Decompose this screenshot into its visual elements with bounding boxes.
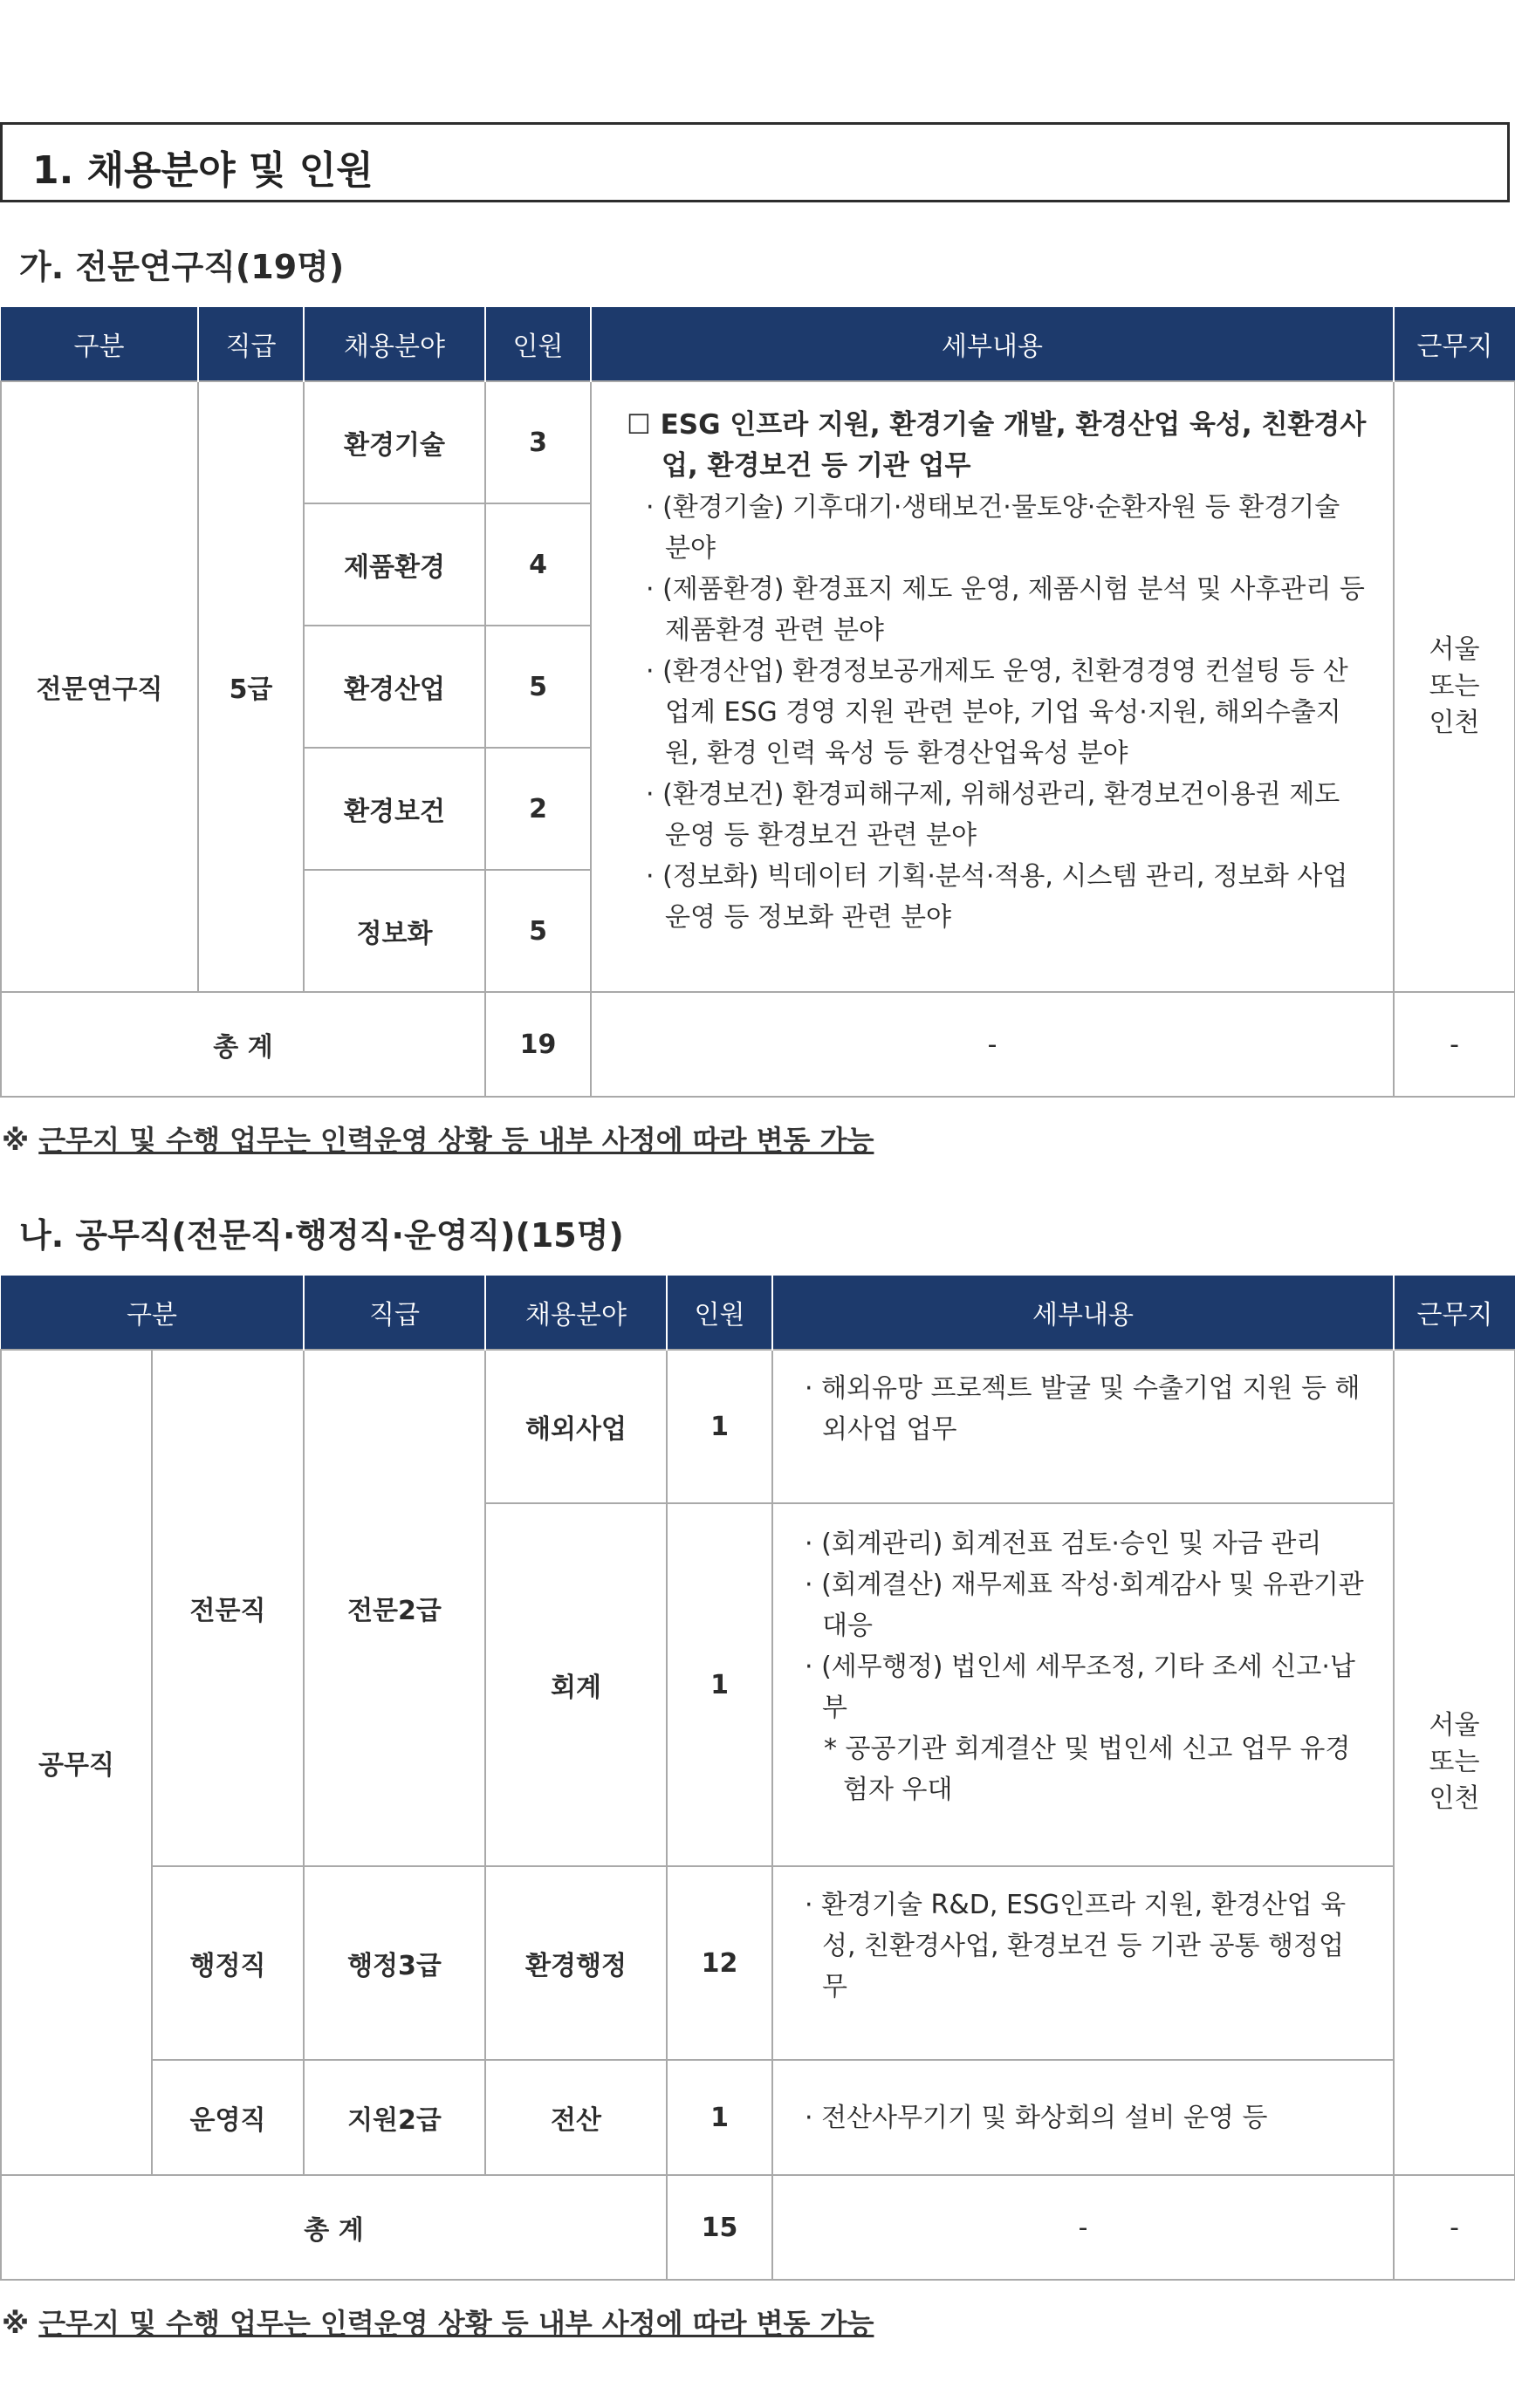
col-header-category: 구분 xyxy=(1,1276,304,1350)
col-header-count: 인원 xyxy=(667,1276,772,1350)
table-header-row xyxy=(1,307,1515,381)
count-cell: 1 xyxy=(667,1350,772,1503)
details-cell xyxy=(772,1866,1394,2060)
table-staff xyxy=(0,1276,1515,2281)
table-row xyxy=(1,1350,1515,1503)
footnote-text: 근무지 및 수행 업무는 인력운영 상황 등 내부 사정에 따라 변동 가능 xyxy=(38,2307,874,2340)
location-line: 서울 xyxy=(1429,1710,1480,1741)
section-title: 1. 채용분야 및 인원 xyxy=(32,148,374,193)
total-label: 총 계 xyxy=(1,992,485,1097)
grade-cell: 5급 xyxy=(198,381,304,992)
detail-line: · (제품환경) 환경표지 제도 운영, 제품시험 분석 및 사후관리 등 제품환경 관련 분야 xyxy=(646,574,1365,646)
detail-line: · (환경기술) 기후대기·생태보건·물토양·순환자원 등 환경기술 분야 xyxy=(646,492,1340,564)
location-line: 인천 xyxy=(1429,1783,1480,1814)
total-count: 15 xyxy=(667,2175,772,2280)
table-a-title: 가. 전문연구직(19명) xyxy=(19,248,345,286)
col-header-grade: 직급 xyxy=(198,307,304,381)
location-line: 또는 xyxy=(1429,671,1480,701)
grade-cell: 행정3급 xyxy=(304,1866,485,2060)
category-cell: 공무직 xyxy=(1,1350,152,2175)
total-label: 총 계 xyxy=(1,2175,667,2280)
total-details: - xyxy=(772,2175,1394,2280)
location-line: 서울 xyxy=(1429,634,1480,665)
col-header-details: 세부내용 xyxy=(772,1276,1394,1350)
details-cell xyxy=(772,1350,1394,1503)
col-header-field: 채용분야 xyxy=(485,1276,667,1350)
table-row xyxy=(1,1866,1515,2060)
details-cell xyxy=(591,381,1394,992)
col-header-count: 인원 xyxy=(485,307,591,381)
col-header-details: 세부내용 xyxy=(591,307,1394,381)
type-cell: 행정직 xyxy=(152,1866,304,2060)
detail-line: · (회계결산) 재무제표 작성·회계감사 및 유관기관 대응 xyxy=(805,1570,1364,1641)
total-row xyxy=(1,992,1515,1097)
col-header-grade: 직급 xyxy=(304,1276,485,1350)
detail-line: · (환경산업) 환경정보공개제도 운영, 친환경경영 컨설팅 등 산업계 ESG 경영 지원 관련 분야, 기업 육성·지원, 해외수출지원, 환경 인력 육성 등 환경산업육성 분야 xyxy=(646,656,1348,769)
field-cell: 제품환경 xyxy=(304,503,485,626)
category-cell: 전문연구직 xyxy=(1,381,198,992)
field-cell: 해외사업 xyxy=(485,1350,667,1503)
field-cell: 환경산업 xyxy=(304,626,485,748)
count-cell: 5 xyxy=(485,870,591,992)
field-cell: 회계 xyxy=(485,1503,667,1866)
location-line: 인천 xyxy=(1429,708,1480,738)
footnote-text: 근무지 및 수행 업무는 인력운영 상황 등 내부 사정에 따라 변동 가능 xyxy=(38,1124,874,1157)
table-row xyxy=(1,2060,1515,2175)
table-research xyxy=(0,307,1515,1098)
count-cell: 4 xyxy=(485,503,591,626)
total-location: - xyxy=(1394,992,1515,1097)
footnote-b xyxy=(2,2302,874,2342)
detail-line: · 전산사무기기 및 화상회의 설비 운영 등 xyxy=(805,2102,1268,2133)
detail-line: · (세무행정) 법인세 세무조정, 기타 조세 신고·납부 xyxy=(805,1652,1355,1723)
grade-cell: 전문2급 xyxy=(304,1350,485,1866)
count-cell: 1 xyxy=(667,2060,772,2175)
location-cell xyxy=(1394,381,1515,992)
type-cell: 전문직 xyxy=(152,1350,304,1866)
count-cell: 12 xyxy=(667,1866,772,2060)
detail-line: · 해외유망 프로젝트 발굴 및 수출기업 지원 등 해외사업 업무 xyxy=(805,1373,1361,1445)
field-cell: 전산 xyxy=(485,2060,667,2175)
footnote-mark: ※ xyxy=(2,2307,39,2340)
col-header-category: 구분 xyxy=(1,307,198,381)
detail-note: * 공공기관 회계결산 및 법인세 신고 업무 유경험자 우대 xyxy=(824,1734,1351,1805)
total-location: - xyxy=(1394,2175,1515,2280)
detail-line: · 환경기술 R&D, ESG인프라 지원, 환경산업 육성, 친환경사업, 환경보건 등 기관 공통 행정업무 xyxy=(805,1890,1347,2002)
field-cell: 환경보건 xyxy=(304,748,485,870)
type-cell: 운영직 xyxy=(152,2060,304,2175)
footnote-a xyxy=(2,1118,874,1159)
col-header-field: 채용분야 xyxy=(304,307,485,381)
count-cell: 2 xyxy=(485,748,591,870)
location-cell xyxy=(1394,1350,1515,2175)
col-header-location: 근무지 xyxy=(1394,1276,1515,1350)
grade-cell: 지원2급 xyxy=(304,2060,485,2175)
details-heading: ☐ ESG 인프라 지원, 환경기술 개발, 환경산업 육성, 친환경사업, 환경보건 등 기관 업무 xyxy=(627,409,1367,482)
count-cell: 3 xyxy=(485,381,591,503)
total-count: 19 xyxy=(485,992,591,1097)
col-header-location: 근무지 xyxy=(1394,307,1515,381)
field-cell: 환경행정 xyxy=(485,1866,667,2060)
total-details: - xyxy=(591,992,1394,1097)
table-b-title: 나. 공무직(전문직·행정직·운영직)(15명) xyxy=(19,1216,624,1255)
footnote-mark: ※ xyxy=(2,1124,39,1157)
detail-line: · (회계관리) 회계전표 검토·승인 및 자금 관리 xyxy=(805,1529,1322,1559)
table-row xyxy=(1,381,1515,503)
field-cell: 정보화 xyxy=(304,870,485,992)
location-line: 또는 xyxy=(1429,1747,1480,1777)
field-cell: 환경기술 xyxy=(304,381,485,503)
table-header-row xyxy=(1,1276,1515,1350)
detail-line: · (정보화) 빅데이터 기획·분석·적용, 시스템 관리, 정보화 사업 운영 등 정보화 관련 분야 xyxy=(646,861,1348,933)
details-cell xyxy=(772,2060,1394,2175)
total-row xyxy=(1,2175,1515,2280)
section-title-box xyxy=(0,122,1510,202)
count-cell: 5 xyxy=(485,626,591,748)
details-cell xyxy=(772,1503,1394,1866)
detail-line: · (환경보건) 환경피해구제, 위해성관리, 환경보건이용권 제도 운영 등 환경보건 관련 분야 xyxy=(646,779,1340,851)
count-cell: 1 xyxy=(667,1503,772,1866)
